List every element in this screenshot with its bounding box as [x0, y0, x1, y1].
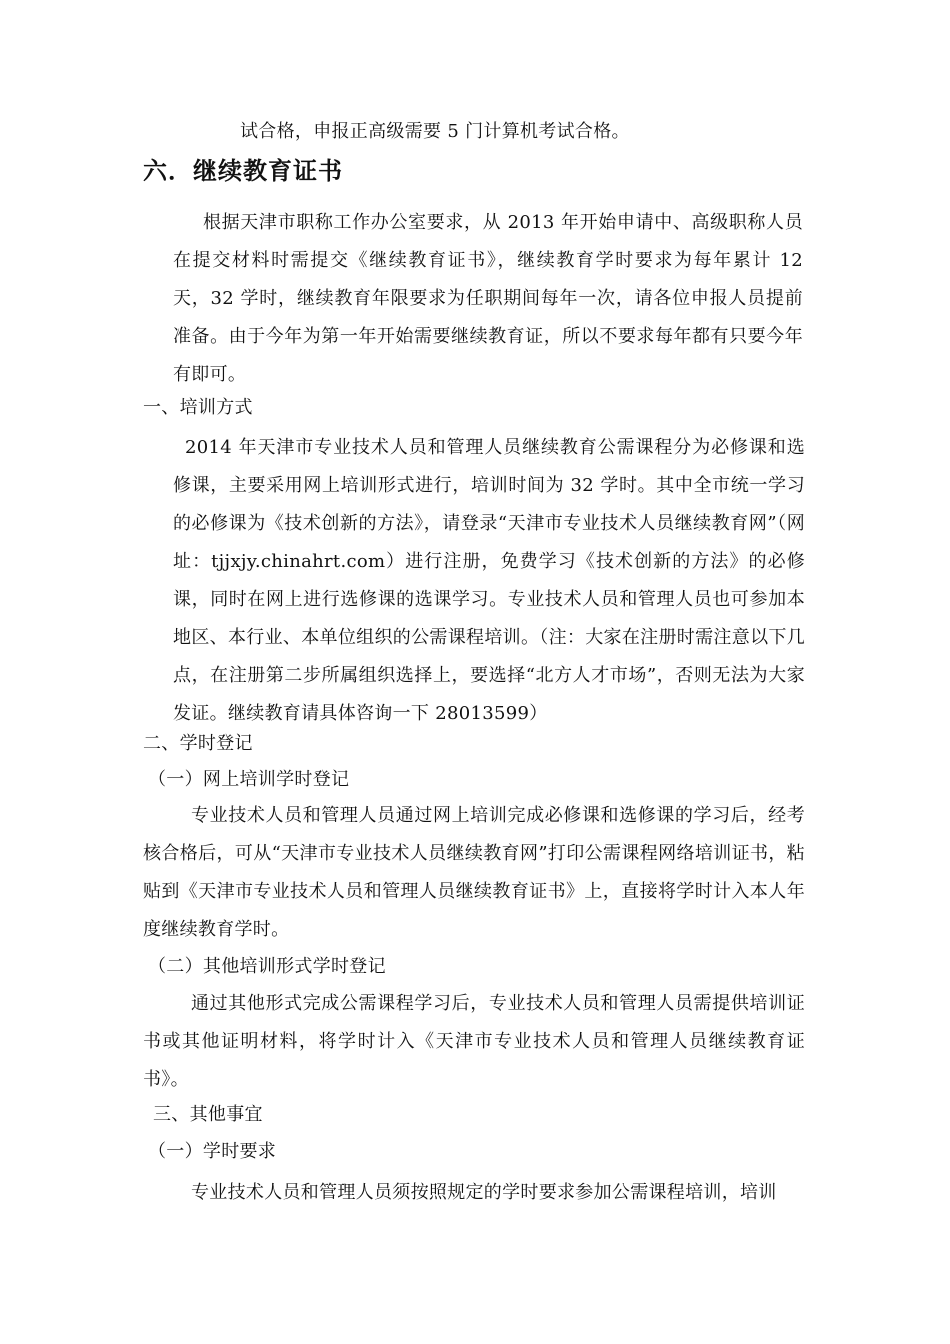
body-other-hours: 通过其他形式完成公需课程学习后，专业技术人员和管理人员需提供培训证书或其他证明材料，将学时计入《天津市专业技术人员和管理人员继续教育证书》。: [143, 993, 805, 1090]
section-six-body: 根据天津市职称工作办公室要求，从 2013 年开始申请中、高级职称人员在提交材料时需提交《继续教育证书》，继续教育学时要求为每年累计 12 天，32 学时，继续教育年限要求为任职期间每年一次，请各位申报人员提前准备。由于今年为第一年开始需要继续教育证，所以不要求每年都有只要今年有即可。: [173, 212, 803, 385]
heading-training-method: 一、培训方式: [143, 397, 253, 418]
subheading-online-hours: （一）网上培训学时登记: [148, 769, 350, 790]
heading-hours-registration: 二、学时登记: [143, 733, 253, 754]
body-hours-requirement: 专业技术人员和管理人员须按照规定的学时要求参加公需课程培训，培训: [191, 1182, 777, 1203]
subheading-other-hours: （二）其他培训形式学时登记: [148, 956, 386, 977]
body-training-method: 2014 年天津市专业技术人员和管理人员继续教育公需课程分为必修课和选修课，主要采用网上培训形式进行，培训时间为 32 学时。其中全市统一学习的必修课为《技术创新的方法》，请登录“天津市专业技术人员继续教育网”（网址：tjjxjy.chinahrt.com）进行注册，免费学习《技术创新的方法》的必修课，同时在网上进行选修课的选课学习。专业技术人员和管理人员也可参加本地区、本行业、本单位组织的公需课程培训。（注：大家在注册时需注意以下几点，在注册第二步所属组织选择上，要选择“北方人才市场”，否则无法为大家发证。继续教育请具体咨询一下 28013599）: [173, 437, 805, 724]
continuation-line: 试合格，申报正高级需要 5 门计算机考试合格。: [240, 121, 630, 142]
section-six-heading: 六．继续教育证书: [143, 157, 343, 185]
heading-other-matters: 三、其他事宜: [153, 1104, 263, 1125]
body-online-hours: 专业技术人员和管理人员通过网上培训完成必修课和选修课的学习后，经考核合格后，可从“天津市专业技术人员继续教育网”打印公需课程网络培训证书，粘贴到《天津市专业技术人员和管理人员继续教育证书》上，直接将学时计入本人年度继续教育学时。: [143, 805, 805, 940]
subheading-hours-requirement: （一）学时要求: [148, 1141, 277, 1162]
